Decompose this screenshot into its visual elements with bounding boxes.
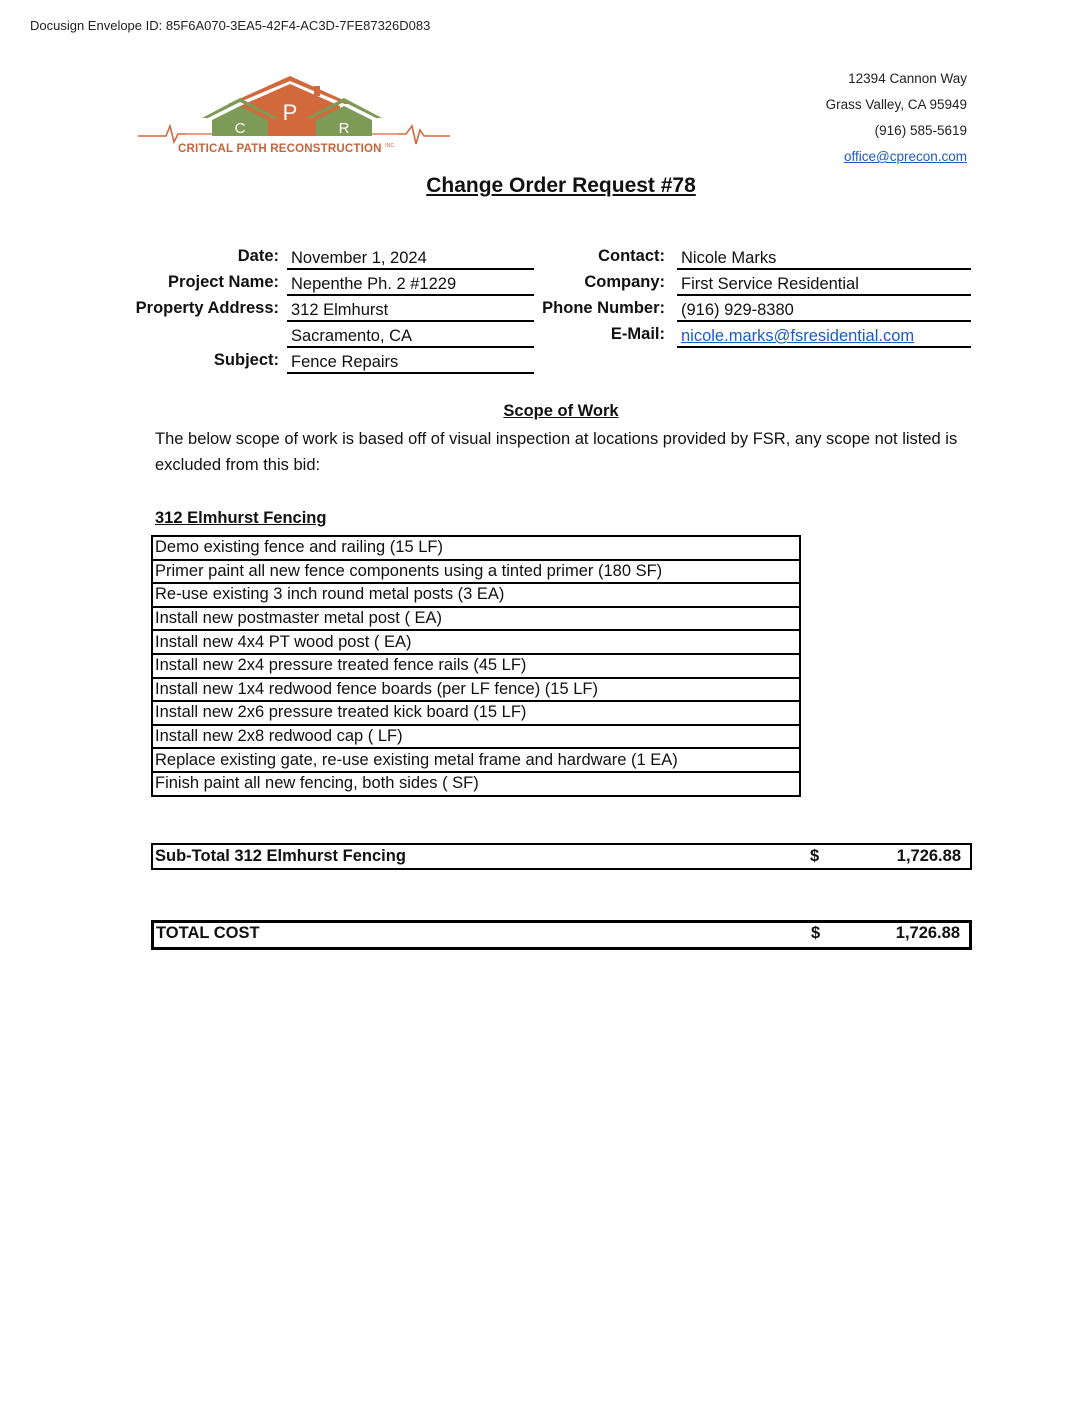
- table-row: [152, 607, 800, 631]
- company-street: 12394 Cannon Way: [848, 71, 967, 86]
- subtotal-label: Sub-Total 312 Elmhurst Fencing: [155, 847, 406, 865]
- scope-item: Install new 4x4 PT wood post ( EA): [152, 630, 800, 654]
- logo-lifeline-right: [398, 126, 450, 144]
- logo-name: CRITICAL PATH RECONSTRUCTION: [178, 143, 382, 155]
- envelope-id: Docusign Envelope ID: 85F6A070-3EA5-42F4-AC3D-7FE87326D083: [30, 18, 431, 33]
- table-row: [152, 772, 800, 796]
- scope-item: Install new 2x6 pressure treated kick board (15 LF): [152, 701, 800, 725]
- date-value: November 1, 2024: [287, 247, 534, 270]
- scope-item: Re-use existing 3 inch round metal posts (3 EA): [152, 583, 800, 607]
- scope-item: Install new 2x4 pressure treated fence rails (45 LF): [152, 654, 800, 678]
- company-phone: (916) 585-5619: [874, 123, 967, 138]
- scope-item: Replace existing gate, re-use existing metal frame and hardware (1 EA): [152, 748, 800, 772]
- total-label: TOTAL COST: [156, 924, 260, 942]
- logo-letter-r: R: [338, 120, 350, 137]
- scope-item: Install new 2x8 redwood cap ( LF): [152, 725, 800, 749]
- company-logo: [136, 72, 452, 164]
- property-address-line1: 312 Elmhurst: [287, 299, 534, 322]
- property-address-label: Property Address:: [135, 299, 279, 317]
- table-row: [152, 583, 800, 607]
- email-value: [677, 325, 971, 348]
- subject-label: Subject:: [213, 351, 279, 369]
- scope-items-table: [151, 535, 801, 797]
- scope-of-work-title: Scope of Work: [503, 402, 619, 420]
- subject-value: Fence Repairs: [287, 351, 534, 374]
- company-email-link[interactable]: office@cprecon.com: [843, 149, 967, 164]
- scope-item: Install new 1x4 redwood fence boards (per LF fence) (15 LF): [152, 678, 800, 702]
- logo-letter-c: C: [234, 120, 246, 137]
- table-row: [152, 630, 800, 654]
- phone-number-label: Phone Number:: [542, 299, 665, 317]
- scope-item: Install new postmaster metal post ( EA): [152, 607, 800, 631]
- table-row: [152, 701, 800, 725]
- subtotal-row: [151, 843, 972, 870]
- subtotal-currency: $: [810, 847, 820, 865]
- property-address-line2: Sacramento, CA: [287, 325, 534, 348]
- date-label: Date:: [237, 247, 279, 265]
- scope-item: Finish paint all new fencing, both sides ( SF): [152, 772, 800, 796]
- logo-letter-p: P: [282, 100, 298, 125]
- email-label: E-Mail:: [610, 325, 665, 343]
- phone-number-value: (916) 929-8380: [677, 299, 971, 322]
- total-amount: 1,726.88: [895, 924, 960, 942]
- logo-wordmark: [178, 143, 396, 155]
- table-row: [152, 536, 800, 560]
- project-name-label: Project Name:: [168, 273, 279, 291]
- table-row: [152, 725, 800, 749]
- table-row: [152, 748, 800, 772]
- contact-label: Contact:: [598, 247, 665, 265]
- contact-value: Nicole Marks: [677, 247, 971, 270]
- contact-email-link[interactable]: nicole.marks@fsresidential.com: [681, 327, 915, 345]
- total-currency: $: [811, 924, 821, 942]
- company-city: Grass Valley, CA 95949: [825, 97, 967, 112]
- logo-lifeline: [138, 126, 186, 142]
- project-name-value: Nepenthe Ph. 2 #1229: [287, 273, 534, 296]
- scope-description: The below scope of work is based off of visual inspection at locations provided by FSR, any scope not listed is excluded from this bid:: [155, 430, 958, 474]
- page-title: Change Order Request #78: [426, 174, 696, 197]
- table-row: [152, 560, 800, 584]
- table-row: [152, 678, 800, 702]
- total-row: [151, 920, 972, 950]
- company-email: [844, 149, 967, 164]
- logo-suffix: INC.: [385, 143, 396, 150]
- company-value: First Service Residential: [677, 273, 971, 296]
- table-row: [152, 654, 800, 678]
- scope-item: Primer paint all new fence components using a tinted primer (180 SF): [152, 560, 800, 584]
- scope-item: Demo existing fence and railing (15 LF): [152, 536, 800, 560]
- subtotal-amount: 1,726.88: [896, 847, 961, 865]
- section-title: 312 Elmhurst Fencing: [155, 509, 327, 527]
- company-label: Company:: [584, 273, 665, 291]
